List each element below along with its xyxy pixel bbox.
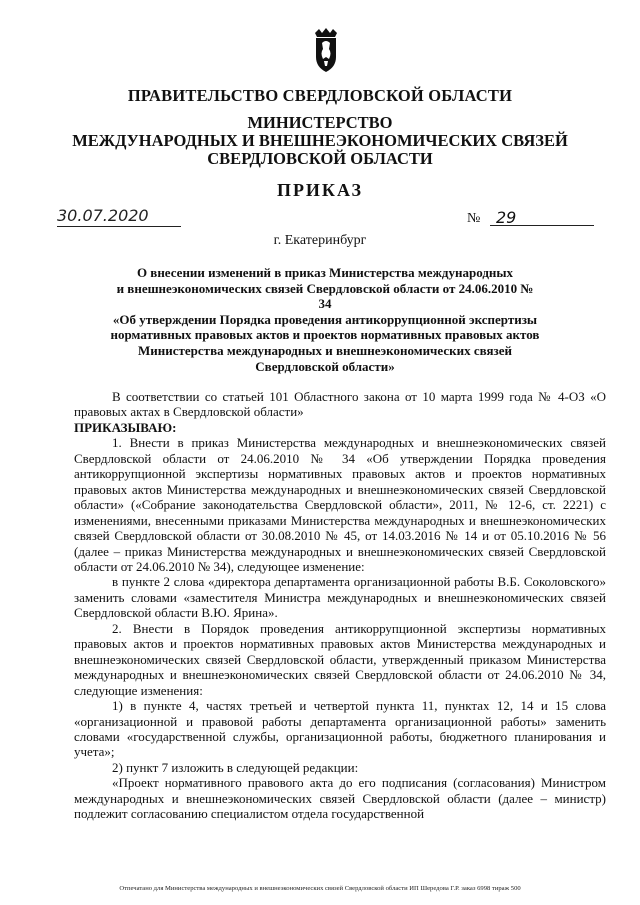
paragraph-2: 2. Внести в Порядок проведения антикоррупционной экспертизы нормативных правовых актов и проектов нормативных правовых актов Министерства международных и внешнеэкономических связей Свердловской области, утвержденный приказом Министерства международных и внешнеэкономических связей Свердловской области от 24.06.2010 № 34, следующие изменения: <box>74 620 606 698</box>
order-number-label: № <box>467 211 481 226</box>
ministry-heading-line: МИНИСТЕРСТВО <box>247 113 393 132</box>
paragraph-2-item-2: 2) пункт 7 изложить в следующей редакции: <box>112 759 359 775</box>
ministry-heading-line: СВЕРДЛОВСКОЙ ОБЛАСТИ <box>207 149 433 168</box>
paragraph-2-item-1: 1) в пункте 4, частях третьей и четвертой пункта 11, пунктах 12, 14 и 15 слова «организационной и правовой работы департамента организационной работы» заменить словами «государственной службы, организационной работы, бюджетного планирования и учета»; <box>74 698 606 760</box>
paragraph-1: 1. Внести в приказ Министерства международных и внешнеэкономических связей Свердловской области от 24.06.2010 № 34 «Об утверждении Порядка проведения антикоррупционной экспертизы нормативных правовых актов и проектов нормативных правовых актов Министерства международных и внешнеэкономических связей Свердловской области» («Собрание законодательства Свердловской области», 2011, № 12-6, ст. 2221) с изменениями, внесенными приказами Министерства международных и внешнеэкономических связей Свердловской области от 30.08.2010 № 45, от 14.03.2016 № 14 и от 05.10.2016 № 56 (далее – приказ Министерства международных и внешнеэкономических связей Свердловской области от 24.06.2010 № 34), следующее изменение: <box>74 435 606 574</box>
preamble-paragraph: В соответствии со статьей 101 Областного закона от 10 марта 1999 года № 4-ОЗ «О правовых актах в Свердловской области» <box>74 389 606 420</box>
document-type-heading: ПРИКАЗ <box>276 180 364 200</box>
paragraph-1-subitem: в пункте 2 слова «директора департамента организационной работы В.Б. Соколовского» заменить словами «заместителя Министра международных и внешнеэкономических связей Свердловской области В.Ю. Ярина». <box>74 574 606 621</box>
order-number: 29 <box>490 208 594 226</box>
order-date: 30.07.2020 <box>57 206 181 227</box>
coat-of-arms-emblem <box>311 27 341 73</box>
city-label: г. Екатеринбург <box>273 233 367 248</box>
government-heading: ПРАВИТЕЛЬСТВО СВЕРДЛОВСКОЙ ОБЛАСТИ <box>127 86 513 105</box>
order-body <box>74 389 606 822</box>
order-title-line: «Об утверждении Порядка проведения антикоррупционной экспертизы <box>112 311 538 327</box>
order-title-line: Свердловской области» <box>255 358 395 374</box>
order-title-line: О внесении изменений в приказ Министерства международных <box>136 265 514 280</box>
ministry-heading <box>0 114 640 168</box>
order-title-line: нормативных правовых актов и проектов нормативных правовых актов <box>110 327 540 343</box>
paragraph-2-quote: «Проект нормативного правового акта до его подписания (согласования) Министром международных и внешнеэкономических связей Свердловской области (далее – министр) подлежит согласованию специалистом отдела государственной <box>74 775 606 822</box>
order-word: ПРИКАЗЫВАЮ: <box>74 419 177 435</box>
order-title-line: и внешнеэкономических связей Свердловской области от 24.06.2010 № 34 <box>116 280 534 312</box>
print-imprint: Отпечатано для Министерства международных и внешнеэкономических связей Свердловской области ИП Шередова Г.Р. заказ 6998 тираж 500 <box>119 885 521 892</box>
order-title-line: Министерства международных и внешнеэкономических связей <box>138 342 512 358</box>
ministry-heading-line: МЕЖДУНАРОДНЫХ И ВНЕШНЕЭКОНОМИЧЕСКИХ СВЯЗЕЙ <box>72 131 568 150</box>
order-title <box>110 265 540 374</box>
